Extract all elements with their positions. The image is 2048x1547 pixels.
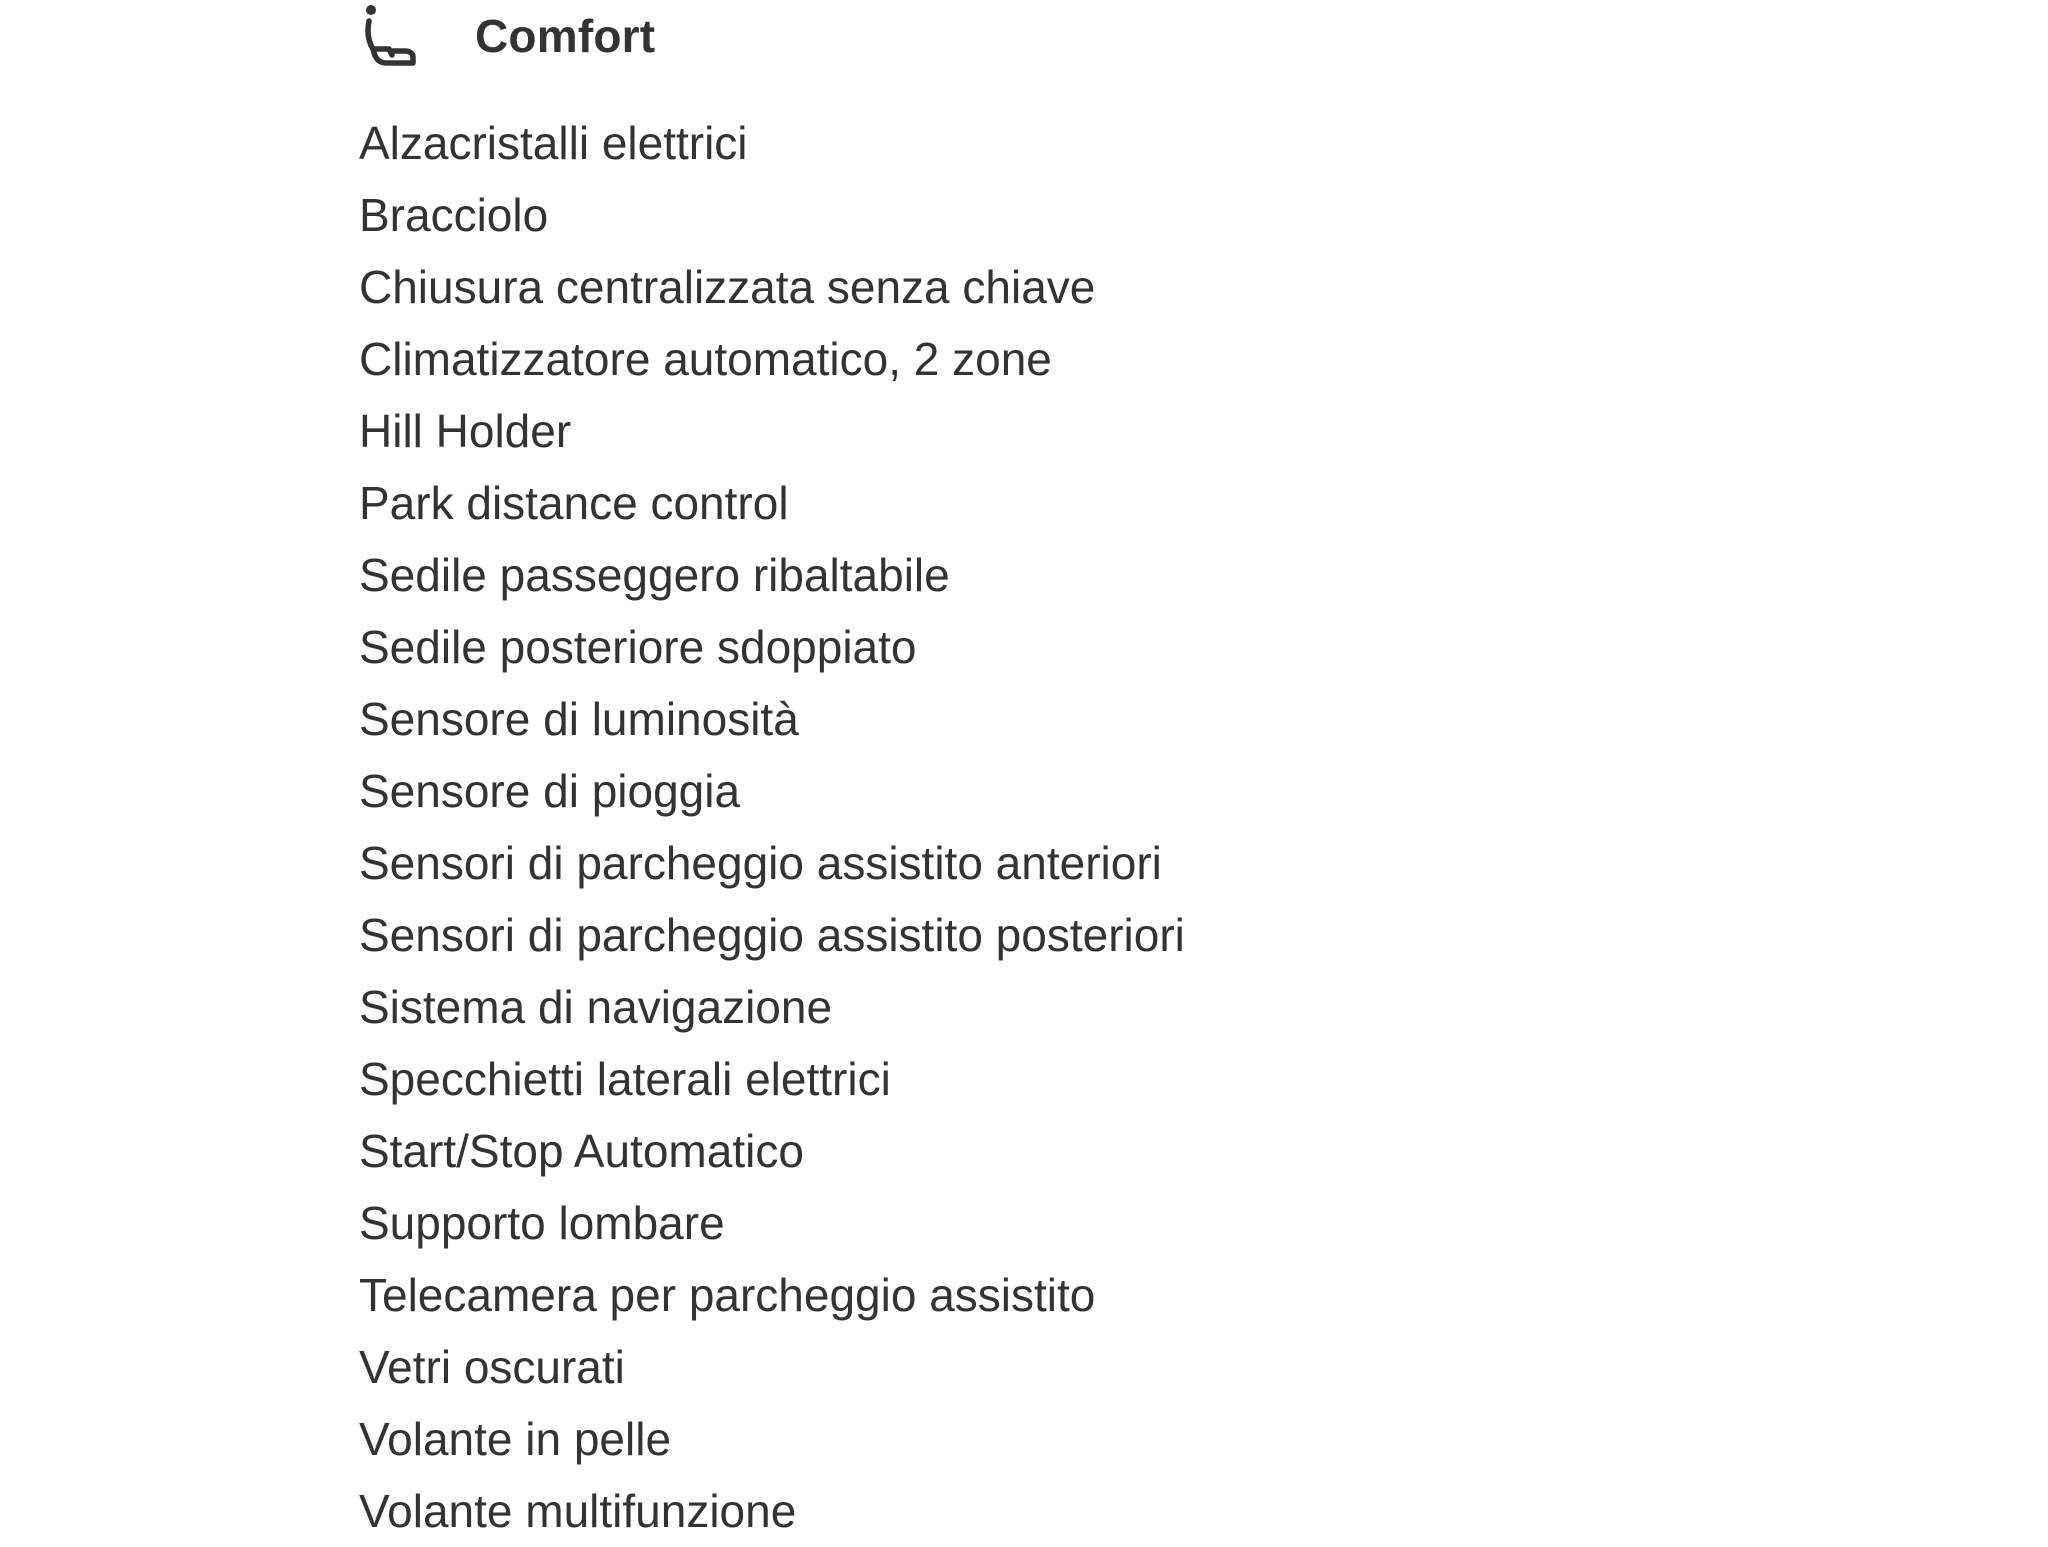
list-item: Climatizzatore automatico, 2 zone [359, 333, 1052, 385]
list-item: Vetri oscurati [359, 1341, 625, 1393]
list-item: Park distance control [359, 477, 789, 529]
list-item: Supporto lombare [359, 1197, 725, 1249]
seat-icon [359, 0, 425, 72]
list-item: Hill Holder [359, 405, 572, 457]
list-item: Alzacristalli elettrici [359, 117, 748, 169]
feature-list [359, 107, 1185, 1547]
list-item: Sensore di pioggia [359, 765, 741, 817]
list-item: Telecamera per parcheggio assistito [359, 1269, 1096, 1321]
list-item: Volante in pelle [359, 1413, 672, 1465]
list-item: Volante multifunzione [359, 1485, 797, 1537]
list-item: Sedile posteriore sdoppiato [359, 621, 917, 673]
section-header [359, 0, 655, 72]
list-item: Sensori di parcheggio assistito posteriori [359, 909, 1185, 961]
list-item: Sensori di parcheggio assistito anteriori [359, 837, 1162, 889]
list-item: Sensore di luminosità [359, 693, 799, 745]
list-item: Specchietti laterali elettrici [359, 1053, 891, 1105]
list-item: Chiusura centralizzata senza chiave [359, 261, 1096, 313]
list-item: Bracciolo [359, 189, 549, 241]
list-item: Sedile passeggero ribaltabile [359, 549, 950, 601]
list-item: Sistema di navigazione [359, 981, 833, 1033]
list-item: Start/Stop Automatico [359, 1125, 804, 1177]
section-title: Comfort [475, 10, 656, 62]
